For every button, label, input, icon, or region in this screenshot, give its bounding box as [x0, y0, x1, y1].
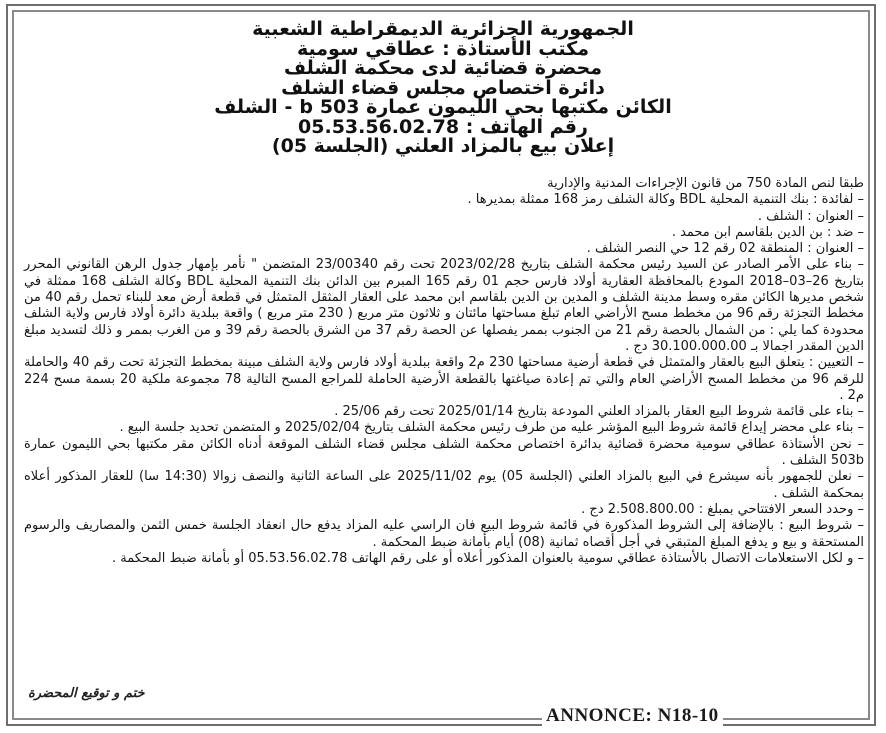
conditions-list-paragraph: – بناء على قائمة شروط البيع العقار بالمزاد العلني المودعة بتاريخ 2025/01/14 تحت رقم 25/06 .	[334, 404, 864, 420]
header-phone: رقم الهاتف : 05.53.56.02.78	[298, 115, 588, 138]
debtor-address: – العنوان : المنطقة 02 رقم 12 حي النصر الشلف .	[586, 241, 864, 257]
designation-paragraph: – التعيين : يتعلق البيع بالعقار والمتمثل في قطعة أرضية مساحتها 230 م2 واقعة ببلدية أولاد فارس ولاية الشلف مبينة بمخطط التجزئة تحت رقم 40 والحاملة للرقم 96 من مخطط المسح الأراضي العام والتي تم إعادة صياغتها بالقطعة الأرضية الحاملة للمراجع المسح التالية 78 مجموعة ملكية 20 بسمة مسح 224 م2 .	[24, 355, 864, 403]
header-jurisdiction: دائرة اختصاص مجلس قضاء الشلف	[281, 76, 605, 99]
header-address: الكائن مكتبها بحي الليمون عمارة 503 b - الشلف	[214, 96, 672, 118]
notice-header	[0, 20, 886, 157]
opening-price: – وحدد السعر الافتتاحي بمبلغ : 2.508.800.00 دج .	[581, 501, 864, 517]
notice-body	[24, 176, 864, 567]
bailiff-paragraph: – نحن الأستاذة عطاقي سومية محضرة قضائية بدائرة اختصاص محكمة الشلف مجلس قضاء الشلف الموقعة أدناه الكائن مقر مكتبها بحي الليمون عمارة 503b الشلف .	[24, 436, 864, 469]
sale-conditions-paragraph: – شروط البيع : بالإضافة إلى الشروط المذكورة في قائمة شروط البيع فان الراسي عليه المزاد يدفع حال انعقاد الجلسة خمس الثمن والمصاريف والرسوم المستحقة و بيع و يدفع المبلغ المتبقي في أجل أقصاه ثمانية (08) أيام بأمانة ضبط المحكمة .	[24, 518, 864, 550]
announcement-number: ANNONCE: N18-10	[542, 705, 723, 727]
debtor: – ضد : بن الدين بلقاسم ابن محمد .	[671, 224, 864, 240]
court-order-paragraph: – بناء على الأمر الصادر عن السيد رئيس محكمة الشلف بتاريخ 2023/02/28 تحت رقم 23/00340 المتضمن " نأمر بإمهار جدول الرهن القانوني المحرر بتاريخ 26–03–2018 المودع بالمحافظة العقارية أولاد فارس حجم 01 رقم 165 المبرم بين الدائن بنك التنمية المحلية BDL وكالة الشلف 168 ممثلة في شخص مديرها الكائن مقره وسط مدينة الشلف و المدين بن الدين بلقاسم ابن محمد على العقار المثقل المتمثل في قطعة أرض معد للبناء تحمل رقم 40 من مخطط التجزئة رقم 96 من مخطط مسح الأراضي العام تبلغ مساحتها مائتان و ثلاثون متر مربع ( 230 متر مربع ) واقعة ببلدية دائرة أولاد فارس ولاية الشلف محدودة كما يلي : من الشمال بالحصة رقم 21 من الجنوب بممر يفصلها عن الحصة رقم 37 من الشرق بالحصة رقم 39 و من الغرب بممر و ذلك لتسديد مبلغ الدين المقدر اجمالا بـ 30.100.000.00 دج .	[24, 257, 865, 354]
stamp-signature-label: ختم و توقيع المحضرة	[28, 686, 145, 701]
notice-title: إعلان بيع بالمزاد العلني (الجلسة 05)	[271, 135, 615, 157]
contact-paragraph: – و لكل الاستعلامات الاتصال بالأستاذة عطاقي سومية بالعنوان المذكور أعلاه أو على رقم الهاتف 05.53.56.02.78 أو بأمانة ضبط المحكمة .	[111, 550, 864, 566]
header-office: مكتب الأستاذة : عطاقي سومية	[297, 37, 589, 60]
beneficiary: – لفائدة : بنك التنمية المحلية BDL وكالة الشلف رمز 168 ممثلة بمديرها .	[467, 192, 864, 208]
beneficiary-address: – العنوان : الشلف .	[757, 208, 864, 224]
deposit-minutes-paragraph: – بناء على محضر إيداع قائمة شروط البيع المؤشر عليه من طرف رئيس محكمة الشلف بتاريخ 2025/02/04 و المتضمن تحديد جلسة البيع .	[119, 420, 864, 436]
header-republic: الجمهورية الجزائرية الديمقراطية الشعبية	[252, 18, 634, 40]
auction-announcement-paragraph: – نعلن للجمهور بأنه سيشرع في البيع بالمزاد العلني (الجلسة 05) يوم 2025/11/02 على الساعة الثانية والنصف زوالا (14:30 سا) للعقار المذكور أعلاه بمحكمة الشلف .	[24, 469, 864, 501]
header-bailiff: محضرة قضائية لدى محكمة الشلف	[283, 57, 603, 79]
legal-basis: طبقا لنص المادة 750 من قانون الإجراءات المدنية والإدارية	[547, 176, 864, 191]
